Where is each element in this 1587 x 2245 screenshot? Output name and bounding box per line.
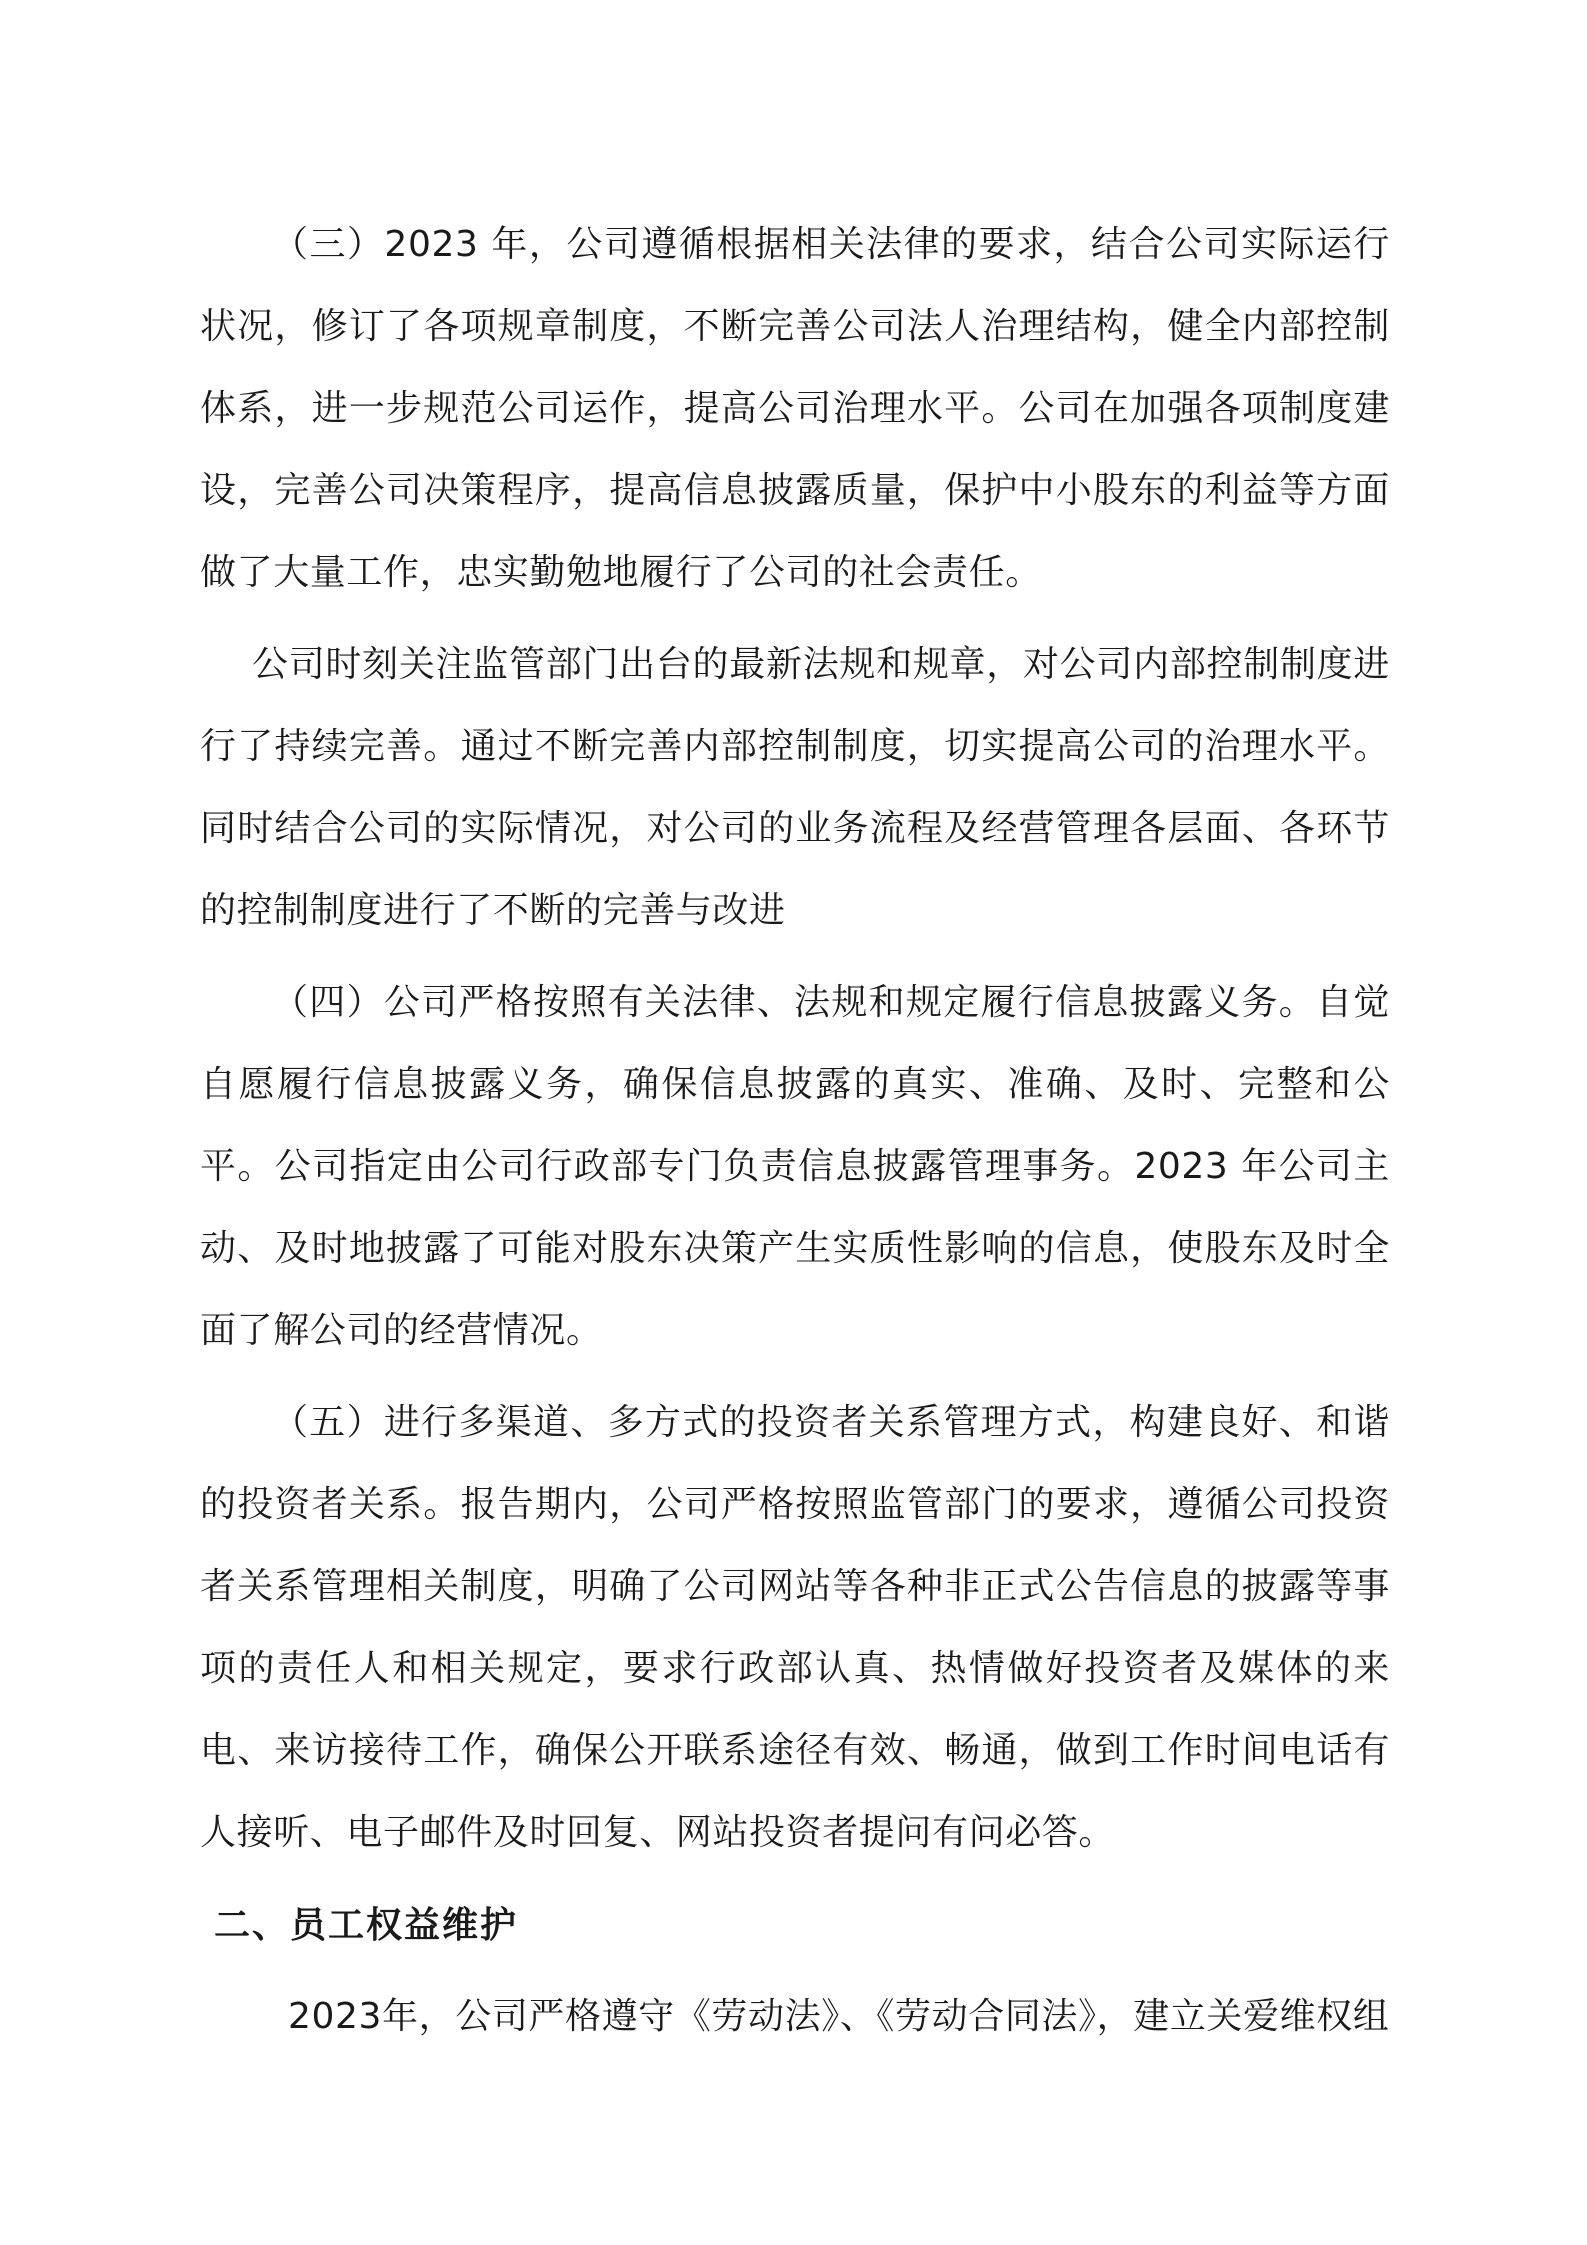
paragraph-internal-control: 公司时刻关注监管部门出台的最新法规和规章，对公司内部控制制度进行了持续完善。通过不断完善内部控制制度，切实提高公司的治理水平。同时结合公司的实际情况，对公司的业务流程及经营管理各层面、各环节的控制制度进行了不断的完善与改进 <box>200 644 1390 931</box>
paragraph-investor-relations: （五）进行多渠道、多方式的投资者关系管理方式，构建良好、和谐的投资者关系。报告期内，公司严格按照监管部门的要求，遵循公司投资者关系管理相关制度，明确了公司网站等各种非正式公告信息的披露等事项的责任人和相关规定，要求行政部认真、热情做好投资者及媒体的来电、来访接待工作，确保公开联系途径有效、畅通，做到工作时间电话有人接听、电子邮件及时回复、网站投资者提问有问必答。 <box>200 1402 1390 1853</box>
paragraph-corporate-governance: （三）2023 年，公司遵循根据相关法律的要求，结合公司实际运行状况，修订了各项规章制度，不断完善公司法人治理结构，健全内部控制体系，进一步规范公司运作，提高公司治理水平。公司在加强各项制度建设，完善公司决策程序，提高信息披露质量，保护中小股东的利益等方面做了大量工作，忠实勤勉地履行了公司的社会责任。 <box>200 224 1390 593</box>
section-heading-employee-rights: 二、员工权益维护 <box>214 1904 519 1946</box>
paragraph-information-disclosure: （四）公司严格按照有关法律、法规和规定履行信息披露义务。自觉自愿履行信息披露义务，确保信息披露的真实、准确、及时、完整和公平。公司指定由公司行政部专门负责信息披露管理事务。2023 年公司主动、及时地披露了可能对股东决策产生实质性影响的信息，使股东及时全面了解公司的经营情况。 <box>200 982 1390 1351</box>
paragraph-labor-law: 2023年，公司严格遵守《劳动法》、《劳动合同法》，建立关爱维权组 <box>288 1996 1390 2037</box>
document-body <box>200 204 1390 2068</box>
